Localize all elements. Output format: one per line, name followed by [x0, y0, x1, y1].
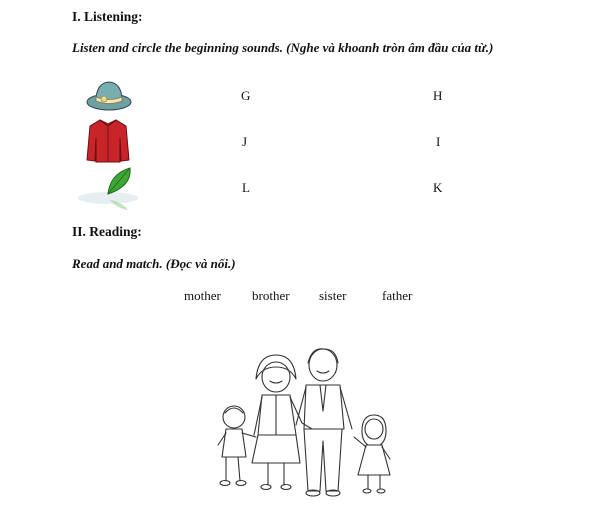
reading-heading: II. Reading: — [72, 224, 142, 239]
listening-instruction: Listen and circle the beginning sounds. (Nghe và khoanh tròn âm đầu của từ.) — [72, 40, 494, 55]
brother-figure — [218, 406, 256, 486]
sister-figure — [354, 415, 390, 493]
jacket-icon — [86, 116, 130, 164]
row2-option-a[interactable]: J — [242, 134, 248, 149]
word-brother[interactable]: brother — [252, 288, 290, 303]
listening-heading: I. Listening: — [72, 9, 143, 24]
leaf-icon — [72, 164, 140, 212]
family-drawing-icon — [212, 345, 398, 497]
row3-option-a[interactable]: L — [242, 180, 250, 195]
hat-icon — [84, 78, 134, 112]
row1-option-b[interactable]: H — [433, 88, 443, 103]
word-father[interactable]: father — [382, 288, 413, 303]
row1-option-a[interactable]: G — [241, 88, 251, 103]
row3-option-b[interactable]: K — [433, 180, 443, 195]
reading-instruction: Read and match. (Đọc và nối.) — [72, 256, 236, 271]
mother-figure — [252, 355, 312, 490]
word-sister[interactable]: sister — [319, 288, 347, 303]
father-figure — [296, 349, 352, 496]
row2-option-b[interactable]: I — [436, 134, 441, 149]
word-mother[interactable]: mother — [184, 288, 221, 303]
